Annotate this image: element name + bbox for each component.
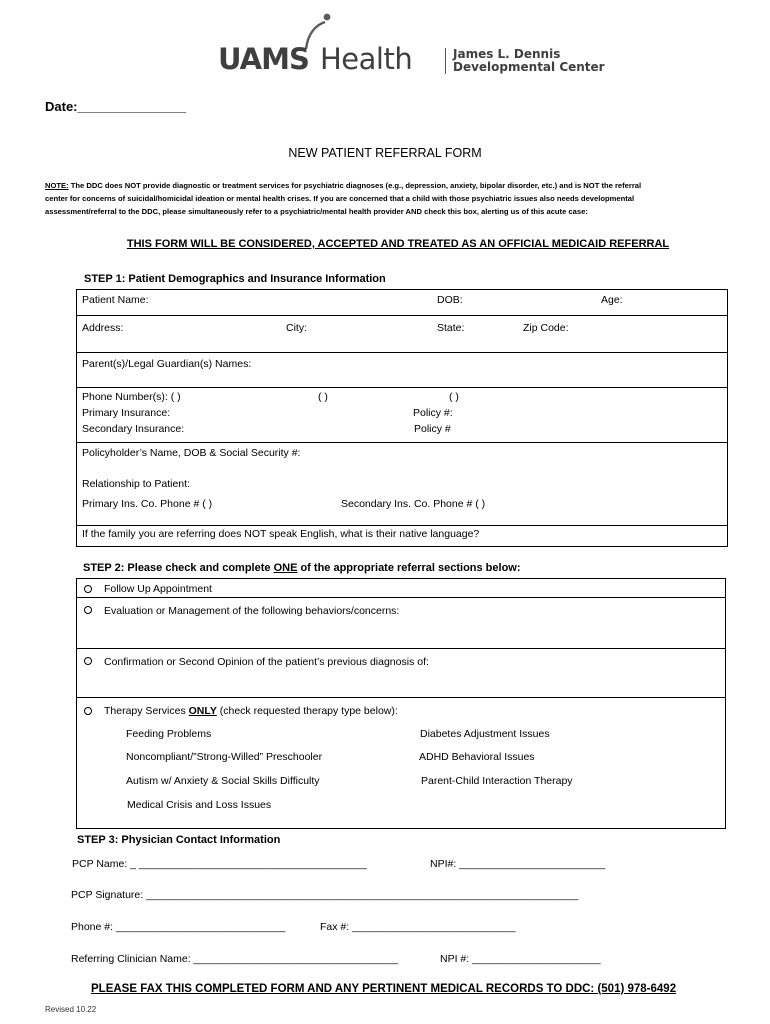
physician-phone-field[interactable]: Phone #: _____________________________ xyxy=(71,921,286,933)
state-field[interactable]: State: xyxy=(437,322,465,334)
therapy-radio[interactable] xyxy=(84,707,92,715)
pcp-signature-field[interactable]: PCP Signature: __________________________________________________________________________ xyxy=(71,889,579,901)
evaluation-option-label: Evaluation or Management of the following behaviors/concerns: xyxy=(104,605,400,617)
step2-heading: STEP 2: Please check and complete ONE of the appropriate referral sections below: xyxy=(83,562,521,574)
followup-radio[interactable] xyxy=(84,585,92,593)
primary-insurance-field[interactable]: Primary Insurance: xyxy=(82,407,171,419)
note-label: NOTE: xyxy=(45,181,69,190)
therapy-parent-child-interaction[interactable]: Parent-Child Interaction Therapy xyxy=(421,775,573,787)
therapy-diabetes-adjustment[interactable]: Diabetes Adjustment Issues xyxy=(420,728,550,740)
page-title: NEW PATIENT REFERRAL FORM xyxy=(288,146,482,160)
native-language-field[interactable]: If the family you are referring does NOT speak English, what is their native language? xyxy=(82,528,480,540)
note-line3: assessment/referral to the DDC, please simultaneously refer to a psychiatric/mental health provider AND check this box, alerting us of this acute case: xyxy=(45,207,588,216)
evaluation-radio[interactable] xyxy=(84,606,92,614)
npi-field-2[interactable]: NPI #: ______________________ xyxy=(440,953,601,965)
phone-number-3[interactable]: ( ) xyxy=(449,391,459,403)
step1-heading: STEP 1: Patient Demographics and Insurance Information xyxy=(84,273,386,285)
date-field[interactable]: Date:_______________ xyxy=(45,99,186,114)
therapy-noncompliant-preschooler[interactable]: Noncompliant/”Strong-Willed” Preschooler xyxy=(126,751,323,763)
logo-center-line2: Developmental Center xyxy=(453,60,605,74)
therapy-medical-crisis[interactable]: Medical Crisis and Loss Issues xyxy=(127,799,272,811)
pcp-name-field[interactable]: PCP Name: _ _______________________________________ xyxy=(72,858,367,870)
physician-fax-field[interactable]: Fax #: ____________________________ xyxy=(320,921,516,933)
logo-center-line1: James L. Dennis xyxy=(453,47,561,61)
address-field[interactable]: Address: xyxy=(82,322,124,334)
policy-number-1[interactable]: Policy #: xyxy=(413,407,453,419)
step3-heading: STEP 3: Physician Contact Information xyxy=(77,834,281,846)
patient-name-field[interactable]: Patient Name: xyxy=(82,294,149,306)
dob-field[interactable]: DOB: xyxy=(437,294,463,306)
primary-ins-phone-field[interactable]: Primary Ins. Co. Phone # ( ) xyxy=(82,498,213,510)
therapy-autism-anxiety[interactable]: Autism w/ Anxiety & Social Skills Difficulty xyxy=(126,775,320,787)
followup-option-label: Follow Up Appointment xyxy=(104,583,212,595)
secondary-ins-phone-field[interactable]: Secondary Ins. Co. Phone # ( ) xyxy=(341,498,486,510)
zip-code-field[interactable]: Zip Code: xyxy=(523,322,569,334)
confirmation-radio[interactable] xyxy=(84,657,92,665)
revision-label: Revised 10.22 xyxy=(45,1005,97,1014)
confirmation-option-label: Confirmation or Second Opinion of the patient’s previous diagnosis of: xyxy=(104,656,429,668)
age-field[interactable]: Age: xyxy=(601,294,623,306)
phone-number-2[interactable]: ( ) xyxy=(318,391,328,403)
phone-numbers-field[interactable]: Phone Number(s): ( ) xyxy=(82,391,181,403)
relationship-field[interactable]: Relationship to Patient: xyxy=(82,478,190,490)
logo-brand-uams: UAMS xyxy=(218,42,309,76)
referring-clinician-field[interactable]: Referring Clinician Name: ___________________________________ xyxy=(71,953,398,965)
secondary-insurance-field[interactable]: Secondary Insurance: xyxy=(82,423,185,435)
logo-brand-health: Health xyxy=(320,42,413,76)
guardians-field[interactable]: Parent(s)/Legal Guardian(s) Names: xyxy=(82,358,252,370)
city-field[interactable]: City: xyxy=(286,322,307,334)
policyholder-field[interactable]: Policyholder’s Name, DOB & Social Security #: xyxy=(82,447,301,459)
fax-notice: PLEASE FAX THIS COMPLETED FORM AND ANY PERTINENT MEDICAL RECORDS TO DDC: (501) 978-6492 xyxy=(91,983,677,995)
therapy-adhd-behavioral[interactable]: ADHD Behavioral Issues xyxy=(419,751,535,763)
policy-number-2[interactable]: Policy # xyxy=(414,423,451,435)
medicaid-notice: THIS FORM WILL BE CONSIDERED, ACCEPTED AND TREATED AS AN OFFICIAL MEDICAID REFERRAL xyxy=(126,238,670,250)
therapy-option-label: Therapy Services ONLY (check requested therapy type below): xyxy=(104,705,398,717)
npi-field-1[interactable]: NPI#: _________________________ xyxy=(430,858,606,870)
therapy-feeding-problems[interactable]: Feeding Problems xyxy=(126,728,212,740)
note-line1: The DDC does NOT provide diagnostic or treatment services for psychiatric diagnoses (e.g., depression, anxiety, bipolar disorder, etc.) and is NOT the referral xyxy=(68,181,642,190)
note-line2: center for concerns of suicidal/homicidal ideation or mental health crises. If you are concerned that a child with those psychiatric issues also needs developmental xyxy=(45,194,635,203)
